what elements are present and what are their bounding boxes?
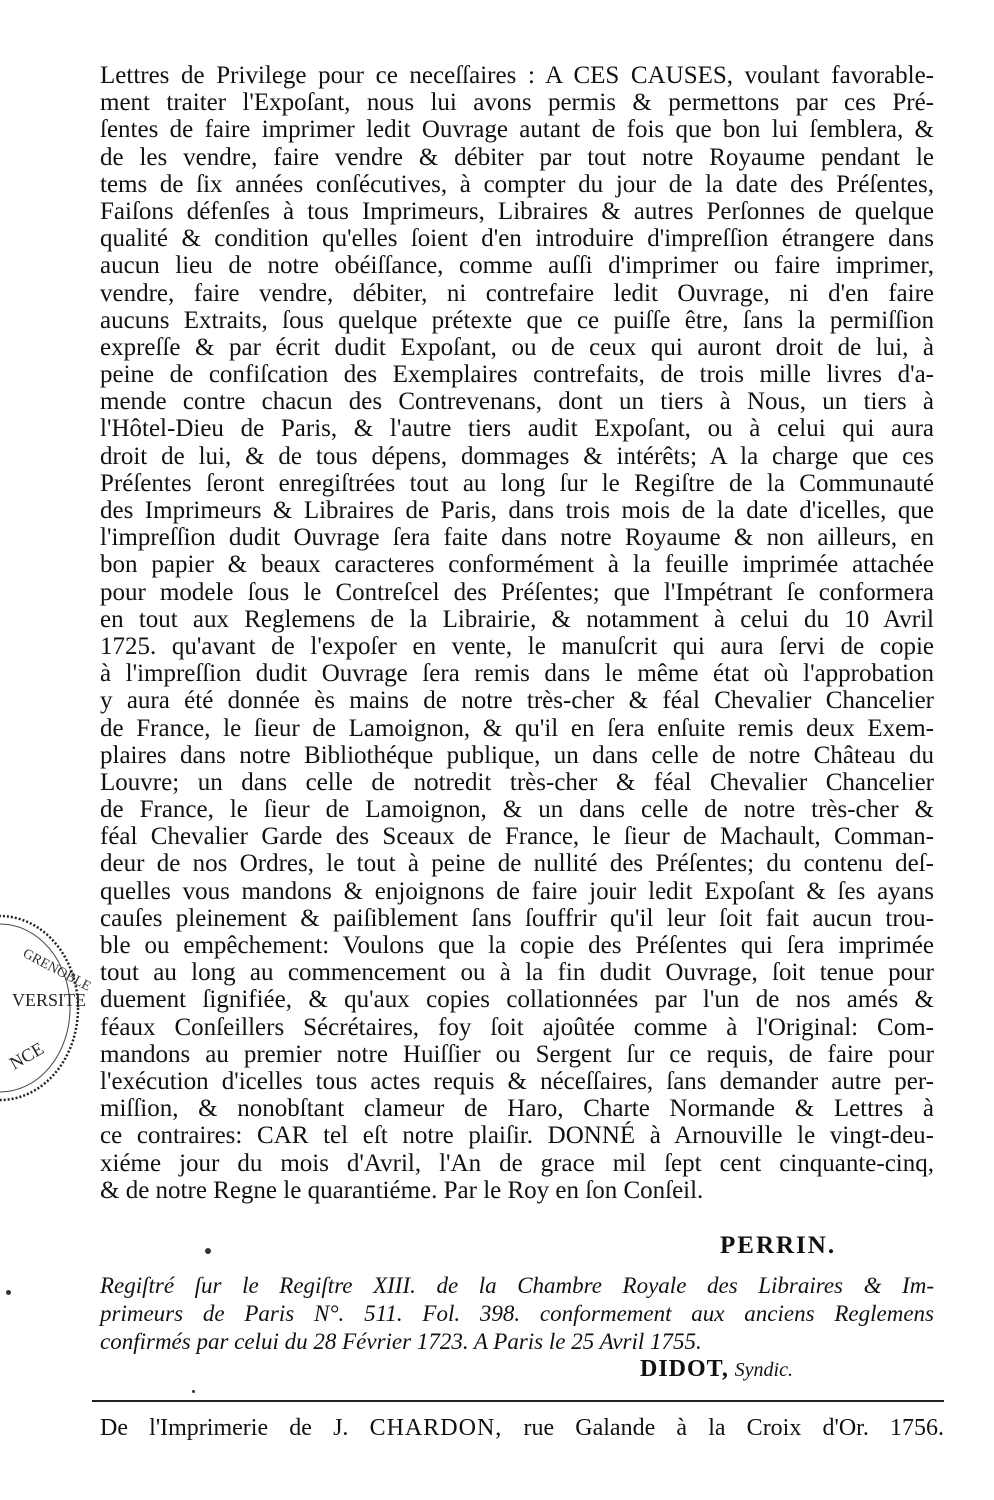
text-line: l'Hôtel-Dieu de Paris, & l'autre tiers audit Expoſant, ou à celui qui aura [100, 415, 934, 443]
text-line: tout au long au commencement ou à la fin dudit Ouvrage, ſoit tenue pour [100, 959, 934, 987]
text-line: aucun lieu de notre obéiſſance, comme auſſi d'imprimer ou faire imprimer, [100, 252, 934, 280]
text-line: duement ſignifiée, & qu'aux copies collationnées par l'un de nos amés & [100, 986, 934, 1014]
text-line: ble ou empêchement: Voulons que la copie des Préſentes qui ſera imprimée [100, 932, 934, 959]
text-line: mandons au premier notre Huiſſier ou Sergent ſur ce requis, de faire pour [100, 1040, 934, 1068]
library-stamp [0, 908, 94, 1108]
text-line: aucuns Extraits, ſous quelque prétexte que ce puiſſe être, ſans la permiſſion [100, 306, 934, 334]
text-line: Lettres de Privilege pour ce neceſſaires : A CES CAUSES, voulant favorable- [100, 62, 934, 89]
text-line: peine de confiſcation des Exemplaires contrefaits, de trois mille livres d'a- [100, 361, 934, 389]
text-line: cauſes pleinement & paiſiblement ſans ſouffrir qu'il leur ſoit fait aucun trou- [100, 904, 934, 932]
text-line: xiéme jour du mois d'Avril, l'An de grace mil ſept cent cinquante-cinq, [100, 1149, 934, 1177]
text-line: de France, le ſieur de Lamoignon, & qu'il en ſera enſuite remis deux Exem- [100, 714, 934, 742]
text-line: plaires dans notre Bibliothéque publique, un dans celle de notre Château du [100, 741, 934, 769]
text-line: mende contre chacun des Contrevenans, dont un tiers à Nous, un tiers à [100, 388, 934, 416]
text-line: féal Chevalier Garde des Sceaux de France, le ſieur de Machault, Comman- [100, 823, 934, 851]
text-line: l'impreſſion dudit Ouvrage ſera faite dans notre Royaume & non ailleurs, en [100, 524, 934, 552]
text-line: des Imprimeurs & Libraires de Paris, dans trois mois de la date d'icelles, que [100, 497, 934, 524]
ink-speck [6, 1290, 11, 1295]
imprint-suffix: rue Galande à la Croix d'Or. 1756. [523, 1415, 945, 1441]
library-stamp-seal [0, 908, 94, 1108]
text-line: de France, le ſieur de Lamoignon, & un dans celle de notre très-cher & [100, 796, 934, 824]
text-line: l'exécution d'icelles tous actes requis & néceſſaires, ſans demander autre per- [100, 1067, 934, 1095]
imprint-printer: CHARDON, [369, 1415, 503, 1441]
signature-perrin: PERRIN. [720, 1232, 837, 1259]
ink-speck [192, 1390, 195, 1393]
registration-line: confirmés par celui du 28 Février 1723. A Paris le 25 Avril 1755. [100, 1329, 702, 1354]
text-line: ſentes de faire imprimer ledit Ouvrage autant de fois que bon lui ſemblera, & [100, 116, 934, 144]
syndic-name: DIDOT, [640, 1356, 729, 1382]
text-line: en tout aux Reglemens de la Librairie, & notamment à celui du 10 Avril [100, 605, 934, 633]
syndic-role: Syndic. [734, 1359, 793, 1381]
text-line: qualité & condition qu'elles ſoient d'en introduire d'impreſſion étrangere dans [100, 225, 934, 253]
text-line: féaux Conſeillers Sécrétaires, foy ſoit ajoûtée comme à l'Original: Com- [100, 1013, 934, 1041]
text-line: de les vendre, faire vendre & débiter par tout notre Royaume pendant le [100, 143, 934, 171]
text-line: & de notre Regne le quarantiéme. Par le Roy en ſon Conſeil. [100, 1176, 704, 1204]
text-line: ment traiter l'Expoſant, nous lui avons permis & permettons par ces Pré- [100, 89, 934, 117]
privilege-body-text [100, 62, 934, 1204]
registration-note [100, 1272, 934, 1356]
text-line: y aura été donnée ès mains de notre très-cher & féal Chevalier Chancelier [100, 687, 934, 715]
text-line: tems de ſix années conſécutives, à compter du jour de la date des Préſentes, [100, 170, 934, 198]
registration-line: primeurs de Paris N°. 511. Fol. 398. conformement aux anciens Reglemens [100, 1301, 934, 1326]
imprint-rule [92, 1400, 944, 1402]
text-line: expreſſe & par écrit dudit Expoſant, ou de ceux qui auront droit de lui, à [100, 333, 934, 361]
text-line: Préſentes ſeront enregiſtrées tout au long ſur le Regiſtre de la Communauté [100, 469, 934, 497]
text-line: miſſion, & nonobſtant clameur de Haro, Charte Normande & Lettres à [100, 1095, 934, 1123]
text-line: droit de lui, & de tous dépens, dommages & intérêts; A la charge que ces [100, 442, 934, 470]
text-line: Louvre; un dans celle de notredit très-cher & féal Chevalier Chancelier [100, 768, 934, 796]
stamp-text-mid: GRENOBLE [20, 946, 94, 995]
text-line: Faiſons défenſes à tous Imprimeurs, Libraires & autres Perſonnes de quelque [100, 197, 934, 225]
text-line: bon papier & beaux caracteres conformément à la feuille imprimée attachée [100, 551, 934, 579]
registration-line: Regiſtré ſur le Regiſtre XIII. de la Chambre Royale des Libraires & Im- [100, 1273, 934, 1298]
text-line: 1725. qu'avant de l'expoſer en vente, le manuſcrit qui aura ſervi de copie [100, 632, 934, 660]
imprint-prefix: De l'Imprimerie de J. [100, 1415, 349, 1441]
ink-speck [205, 1248, 211, 1254]
stamp-text-top: VERSITE [12, 990, 86, 1010]
text-line: à l'impreſſion dudit Ouvrage ſera remis dans le même état où l'approbation [100, 660, 934, 688]
text-line: vendre, faire vendre, débiter, ni contrefaire ledit Ouvrage, ni d'en faire [100, 279, 934, 307]
printer-imprint [100, 1413, 944, 1443]
text-line: pour modele ſous le Contreſcel des Préſentes; que l'Impétrant ſe conformera [100, 578, 934, 606]
text-line: quelles vous mandons & enjoignons de faire jouir ledit Expoſant & ſes ayans [100, 877, 934, 905]
stamp-text-bot: NCE [6, 1038, 48, 1074]
text-line: deur de nos Ordres, le tout à peine de nullité des Préſentes; du contenu deſ- [100, 850, 934, 878]
syndic-signature [640, 1356, 793, 1383]
text-line: ce contraires: CAR tel eſt notre plaiſir. DONNÉ à Arnouville le vingt-deu- [100, 1122, 934, 1150]
